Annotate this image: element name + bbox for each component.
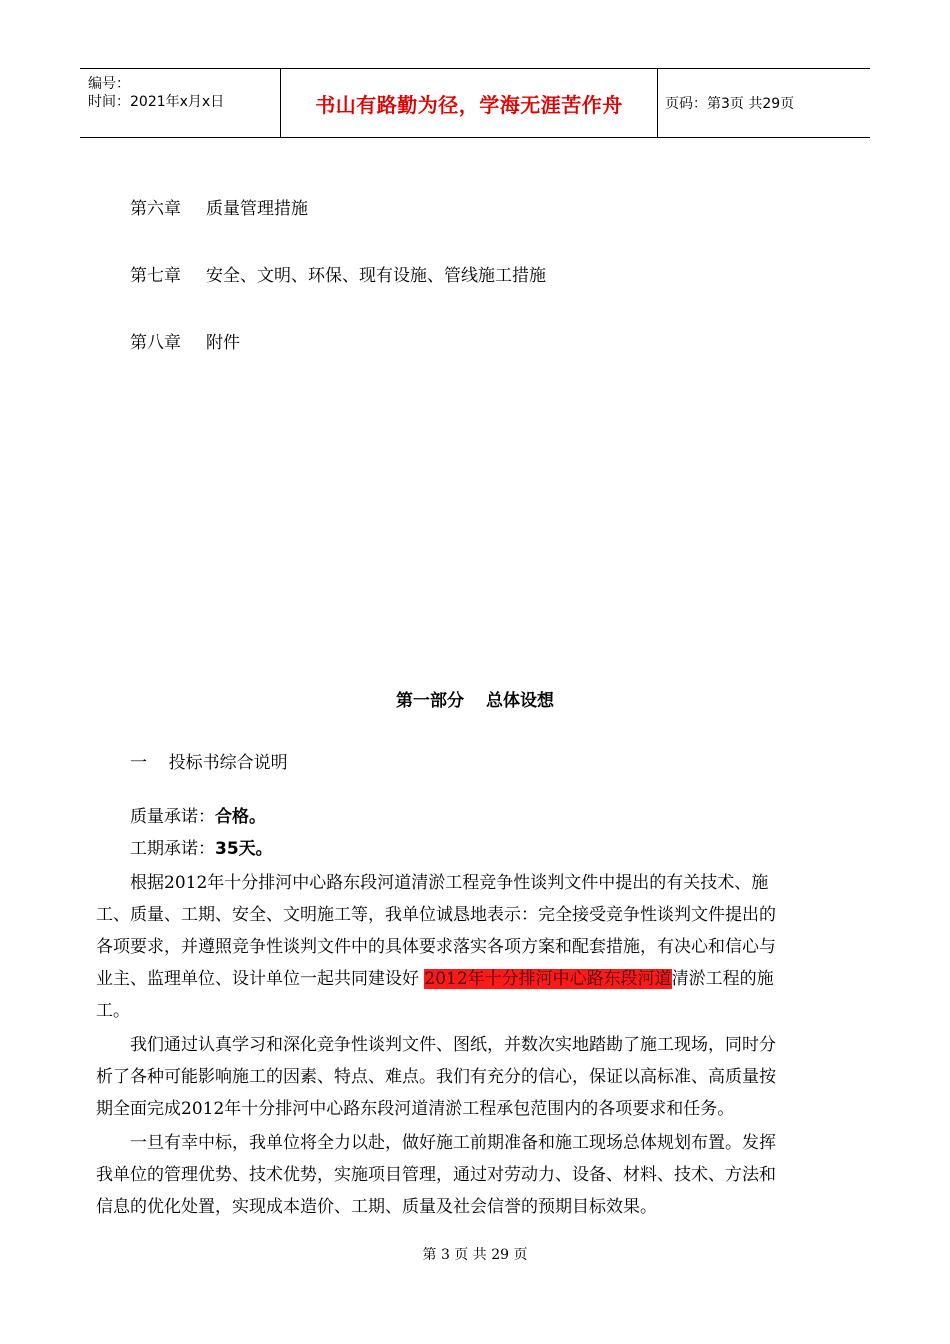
paragraph-line: 信息的优化处置，实现成本造价、工期、质量及社会信誉的预期目标效果。 [96, 1197, 657, 1217]
page-footer: 第 3 页 共 29 页 [422, 1247, 528, 1263]
part-heading [0, 686, 950, 711]
paragraph-line: 我们通过认真学习和深化竞争性谈判文件、图纸，并数次实地踏勘了施工现场，同时分 [130, 1035, 776, 1055]
page-info-text: 页码：第3页 共29页 [665, 96, 795, 112]
subsection-title: 一 投标书综合说明 [130, 753, 288, 773]
highlighted-text: 2012年十分排河中心路东段河道 [424, 969, 672, 989]
toc-title: 质量管理措施 [206, 199, 308, 219]
line-text: 清淤工程的施 [671, 969, 774, 989]
period-label: 工期承诺： [130, 839, 215, 859]
paragraph-line: 一旦有幸中标，我单位将全力以赴，做好施工前期准备和施工现场总体规划布置。发挥 [130, 1133, 776, 1153]
period-commitment [130, 834, 273, 859]
toc-chapter: 第七章 [130, 266, 181, 286]
toc-chapter: 第六章 [130, 199, 181, 219]
page-header [80, 68, 870, 138]
paragraph-line: 根据2012年十分排河中心路东段河道清淤工程竞争性谈判文件中提出的有关技术、施 [130, 873, 769, 893]
header-motto-cell [281, 69, 658, 137]
date-label: 时间：2021年x月x日 [88, 94, 225, 110]
quality-commitment [130, 802, 266, 827]
toc-item [130, 261, 546, 286]
toc-title: 安全、文明、环保、现有设施、管线施工措施 [206, 266, 546, 286]
line-text: 业主、监理单位、设计单位一起共同建设好 [96, 969, 419, 989]
toc-item [130, 194, 308, 219]
motto-text: 书山有路勤为径，学海无涯苦作舟 [315, 92, 623, 117]
paragraph-line: 工。 [96, 1001, 130, 1021]
toc-chapter: 第八章 [130, 333, 181, 353]
paragraph-line: 析了各种可能影响施工的因素、特点、难点。我们有充分的信心，保证以高标准、高质量按 [96, 1067, 776, 1087]
paragraph-line: 工、质量、工期、安全、文明施工等，我单位诚恳地表示：完全接受竞争性谈判文件提出的 [96, 905, 776, 925]
paragraph-line: 我单位的管理优势、技术优势，实施项目管理，通过对劳动力、设备、材料、技术、方法和 [96, 1165, 776, 1185]
paragraph-line [96, 964, 774, 989]
number-label: 编号： [88, 76, 130, 92]
header-page-info [665, 69, 870, 137]
period-value: 35天。 [215, 839, 273, 859]
part-label: 第一部分 [396, 691, 464, 711]
quality-value: 合格。 [215, 807, 266, 827]
paragraph-line: 各项要求，并遵照竞争性谈判文件中的具体要求落实各项方案和配套措施，有决心和信心与 [96, 937, 776, 957]
header-meta [80, 69, 281, 137]
paragraph-line: 期全面完成2012年十分排河中心路东段河道清淤工程承包范围内的各项要求和任务。 [96, 1099, 735, 1119]
part-title: 总体设想 [486, 691, 554, 711]
toc-item [130, 328, 240, 353]
toc-title: 附件 [206, 333, 240, 353]
quality-label: 质量承诺： [130, 807, 215, 827]
